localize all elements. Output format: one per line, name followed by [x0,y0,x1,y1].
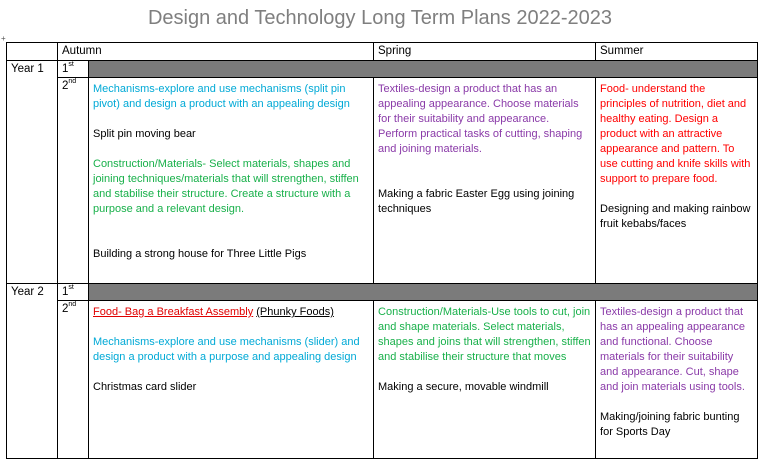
year1-term1-label: 1st [58,61,89,78]
year2-spring-project: Making a secure, movable windmill [378,381,549,393]
year1-term2-label: 2nd [58,78,89,284]
column-header-summer: Summer [596,43,758,61]
year1-term1-shaded-row [89,61,758,78]
column-header-autumn: Autumn [58,43,374,61]
header-row [7,43,758,61]
year2-term1-label: 1st [58,284,89,301]
year2-summer-cell[interactable] [596,301,758,459]
year2-term1-shaded-row [89,284,758,301]
year1-spring-objective: Textiles-design a product that has an appealing appearance. Choose materials for their suitability and appearance. Perform practical tasks of cutting, shaping and joining materials. [378,83,583,155]
year1-summer-objective: Food- understand the principles of nutrition, diet and healthy eating. Design a product with an attractive appearance and pattern. To use cutting and knife skills with support to prepare food. [600,83,751,185]
year2-summer-project: Making/joining fabric bunting for Sports Day [600,411,740,438]
year1-autumn-mechanisms: Mechanisms-explore and use mechanisms (split pin pivot) and design a product with an appealing design [93,83,350,110]
year1-autumn-project1: Split pin moving bear [93,128,196,140]
year2-term1-row [7,284,758,301]
year2-autumn-cell[interactable] [89,301,374,459]
year2-spring-objective: Construction/Materials-Use tools to cut, join and shape materials. Select materials, shapes and joins that will strengthen, stiffen and stabilise their structure that moves [378,306,591,363]
year2-autumn-mechanisms: Mechanisms-explore and use mechanisms (slider) and design a product with a purpose and appealing design [93,336,360,363]
year1-spring-project: Making a fabric Easter Egg using joining techniques [378,188,575,215]
table-move-handle-icon[interactable]: + [1,34,6,43]
year1-summer-project: Designing and making rainbow fruit kebabs/faces [600,203,751,230]
year1-term2-row [7,78,758,284]
year2-spring-cell[interactable] [374,301,596,459]
column-header-spring: Spring [374,43,596,61]
year2-autumn-food-line [93,305,369,320]
year2-summer-objective: Textiles-design a product that has an appealing appearance and functional. Choose materials for their suitability and appearance. Cut, shape and join materials using tools. [600,306,745,393]
year1-summer-cell[interactable] [596,78,758,284]
year1-autumn-project2: Building a strong house for Three Little Pigs [93,248,307,260]
year1-autumn-cell[interactable] [89,78,374,284]
year1-autumn-construction: Construction/Materials- Select materials, shapes and joining techniques/materials that will strengthen, stiffen and stabilise their structure. Create a structure with a purpose and a relevant design. [93,158,359,215]
year2-autumn-project: Christmas card slider [93,381,197,393]
year2-label: Year 2 [7,284,58,459]
long-term-plan-table [6,42,758,459]
year1-term1-row [7,61,758,78]
header-empty-cell [7,43,58,61]
document-title: Design and Technology Long Term Plans 2022-2023 [147,7,613,29]
year2-autumn-food-link[interactable]: Food- Bag a Breakfast Assembly [93,306,254,318]
year1-label: Year 1 [7,61,58,284]
year2-term2-row [7,301,758,459]
year2-autumn-food-provider: (Phunky Foods) [256,306,334,318]
year1-spring-cell[interactable] [374,78,596,284]
year2-term2-label: 2nd [58,301,89,459]
